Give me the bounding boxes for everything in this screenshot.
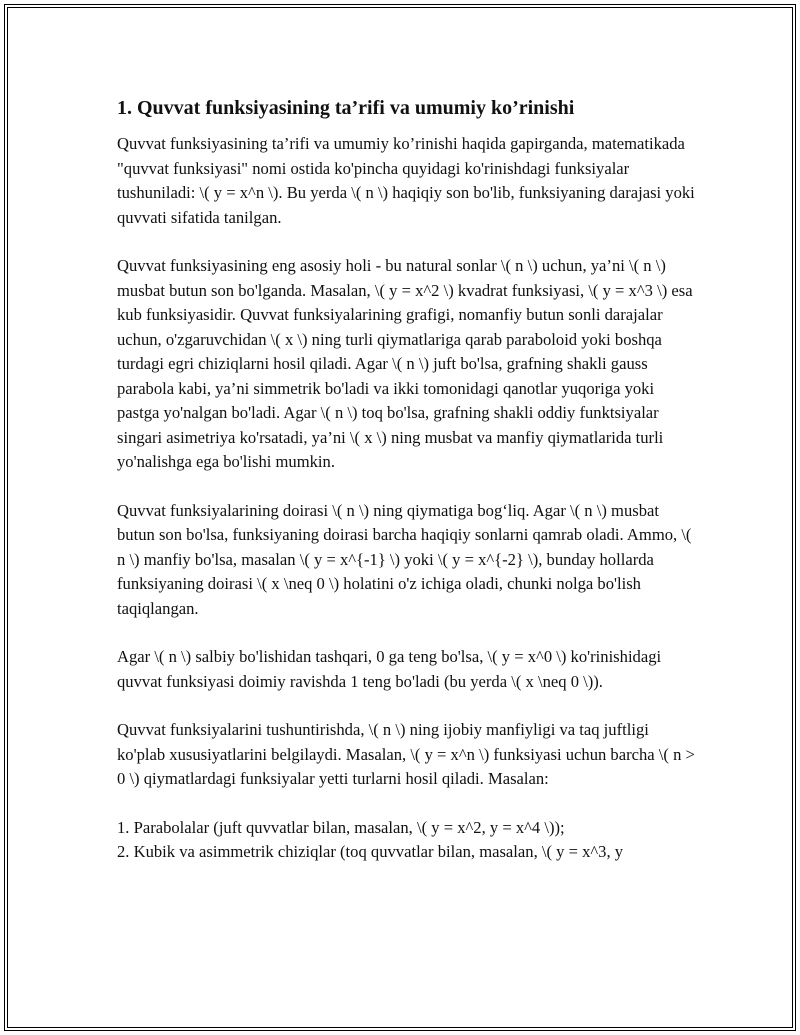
document-content [117, 94, 697, 865]
section-heading: 1. Quvvat funksiyasining ta’rifi va umumiy ko’rinishi [117, 97, 575, 119]
paragraph-domain: Quvvat funksiyalarining doirasi \( n \) ning qiymatiga bog‘liq. Agar \( n \) musbat butun son bo'lsa, funksiyaning doirasi barcha haqiqiy sonlarni qamrab oladi. Ammo, \( n \) manfiy bo'lsa, masalan \( y = x^{-1} \) yoki \( y = x^{-2} \), bunday hollarda funksiyaning doirasi \( x \neq 0 \) holatini o'z ichiga oladi, chunki nolga bo'lish taqiqlangan. [117, 500, 692, 618]
list-item: 1. Parabolalar (juft quvvatlar bilan, masalan, \( y = x^2, y = x^4 \)); [117, 817, 565, 837]
types-list [117, 816, 697, 865]
paragraph-properties: Quvvat funksiyalarini tushuntirishda, \( n \) ning ijobiy manfiyligi va taq juftligi ko'plab xususiyatlarini belgilaydi. Masalan, \( y = x^n \) funksiyasi uchun barcha \( n > 0 \) qiymatlardagi funksiyalar yetti turlarni hosil qiladi. Masalan: [117, 720, 695, 788]
paragraph-natural-powers: Quvvat funksiyasining eng asosiy holi - bu natural sonlar \( n \) uchun, ya’ni \( n \) musbat butun son bo'lganda. Masalan, \( y = x^2 \) kvadrat funksiyasi, \( y = x^3 \) esa kub funksiyasidir. Quvvat funksiyalarining grafigi, nomanfiy butun sonli darajalar uchun, o'zgaruvchidan \( x \) ning turli qiymatlariga qarab paraboloid yoki boshqa turdagi egri chiziqlarni hosil qiladi. Agar \( n \) juft bo'lsa, grafning shakli gauss parabola kabi, ya’ni simmetrik bo'ladi va ikki tomonidagi qanotlar yuqoriga yoki pastga yo'nalgan bo'ladi. Agar \( n \) toq bo'lsa, grafning shakli oddiy funktsiyalar singari asimetriya ko'rsatadi, ya’ni \( x \) ning musbat va manfiy qiymatlarida turli yo'nalishga ega bo'lishi mumkin. [117, 256, 693, 471]
paragraph-definition: Quvvat funksiyasining ta’rifi va umumiy ko’rinishi haqida gapirganda, matematikada "quvvat funksiyasi" nomi ostida ko'pincha quyidagi ko'rinishdagi funksiyalar tushuniladi: \( y = x^n \). Bu yerda \( n \) haqiqiy son bo'lib, funksiyaning darajasi yoki quvvati sifatida tanilgan. [117, 134, 695, 227]
list-item: 2. Kubik va asimmetrik chiziqlar (toq quvvatlar bilan, masalan, \( y = x^3, y [117, 842, 624, 861]
paragraph-zero-power: Agar \( n \) salbiy bo'lishidan tashqari, 0 ga teng bo'lsa, \( y = x^0 \) ko'rinishidagi quvvat funksiyasi doimiy ravishda 1 teng bo'ladi (bu yerda \( x \neq 0 \)). [117, 647, 662, 691]
